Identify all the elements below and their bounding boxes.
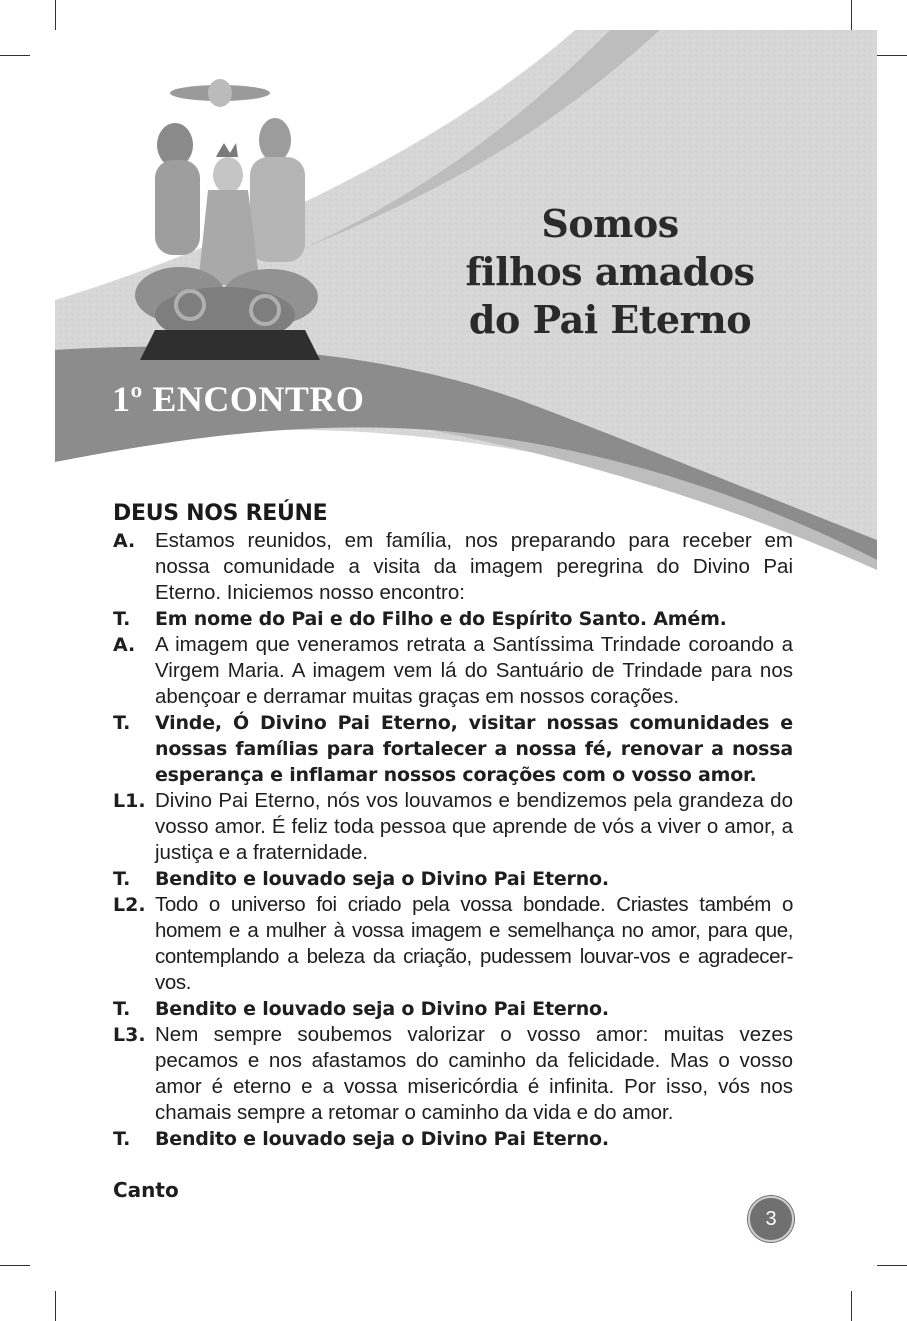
speaker-label: T.	[113, 712, 131, 734]
dialogue-line	[113, 788, 793, 866]
encontro-heading: 1º ENCONTRO	[112, 379, 365, 419]
dialogue-line	[113, 606, 793, 632]
speaker-label: A.	[113, 634, 136, 656]
speaker-label: T.	[113, 1128, 131, 1150]
page-number: 3	[748, 1196, 794, 1242]
title-line: do Pai Eterno	[468, 297, 752, 342]
dialogue-text: Bendito e louvado seja o Divino Pai Eterno.	[155, 1128, 609, 1150]
crop-mark	[877, 1265, 907, 1266]
crop-mark	[55, 1291, 56, 1321]
speaker-label: T.	[113, 998, 131, 1020]
speaker-label: L1.	[113, 790, 146, 812]
dialogue-text: Bendito e louvado seja o Divino Pai Eterno.	[155, 868, 609, 890]
title-line: filhos amados	[465, 249, 755, 294]
dialogue-text: Divino Pai Eterno, nós vos louvamos e bendizemos pela grandeza do vosso amor. É feliz toda pessoa que aprende de vós a viver o amor, a justiça e a fraternidade.	[155, 789, 793, 864]
canto-label: Canto	[113, 1178, 179, 1202]
page-title	[440, 200, 780, 344]
speaker-label: A.	[113, 530, 136, 552]
dialogue-text: Todo o universo foi criado pela vossa bondade. Criastes também o homem e a mulher à vossa imagem e semelhança no amor, para que, contemplando a beleza da criação, pudessem louvar-vos e agradecer-vos.	[155, 893, 793, 994]
crop-mark	[851, 1291, 852, 1321]
dialogue-line	[113, 866, 793, 892]
speaker-label: L2.	[113, 894, 146, 916]
section-heading: DEUS NOS REÚNE	[113, 501, 328, 526]
dialogue-text: Vinde, Ó Divino Pai Eterno, visitar nossas comunidades e nossas famílias para fortalecer a nossa fé, renovar a nossa esperança e inflamar nossos corações com o vosso amor.	[155, 712, 793, 786]
dialogue-line	[113, 528, 793, 606]
speaker-label: L3.	[113, 1024, 146, 1046]
trinity-statue-image	[120, 65, 330, 365]
speaker-label: T.	[113, 868, 131, 890]
dialogue-line	[113, 1126, 793, 1152]
dialogue-text: Estamos reunidos, em família, nos preparando para receber em nossa comunidade a visita da imagem peregrina do Divino Pai Eterno. Iniciemos nosso encontro:	[155, 529, 793, 604]
speaker-label: T.	[113, 608, 131, 630]
crop-mark	[0, 1265, 30, 1266]
dialogue-text: Nem sempre soubemos valorizar o vosso amor: muitas vezes pecamos e nos afastamos do caminho da felicidade. Mas o vosso amor é eterno e a vossa misericórdia é infinita. Por isso, vós nos chamais sempre a retomar o caminho da vida e do amor.	[155, 1023, 793, 1124]
dialogue-line	[113, 892, 793, 996]
main-content	[113, 500, 793, 1202]
dialogue-line	[113, 710, 793, 788]
dialogue-text: Bendito e louvado seja o Divino Pai Eterno.	[155, 998, 609, 1020]
dialogue-text: Em nome do Pai e do Filho e do Espírito Santo. Amém.	[155, 608, 727, 630]
dialogue-line	[113, 632, 793, 710]
title-line: Somos	[541, 201, 679, 246]
dialogue-text: A imagem que veneramos retrata a Santíssima Trindade coroando a Virgem Maria. A imagem vem lá do Santuário de Trindade para nos abençoar e derramar muitas graças em nossos corações.	[155, 633, 793, 708]
dialogue-line	[113, 1022, 793, 1126]
dialogue-line	[113, 996, 793, 1022]
